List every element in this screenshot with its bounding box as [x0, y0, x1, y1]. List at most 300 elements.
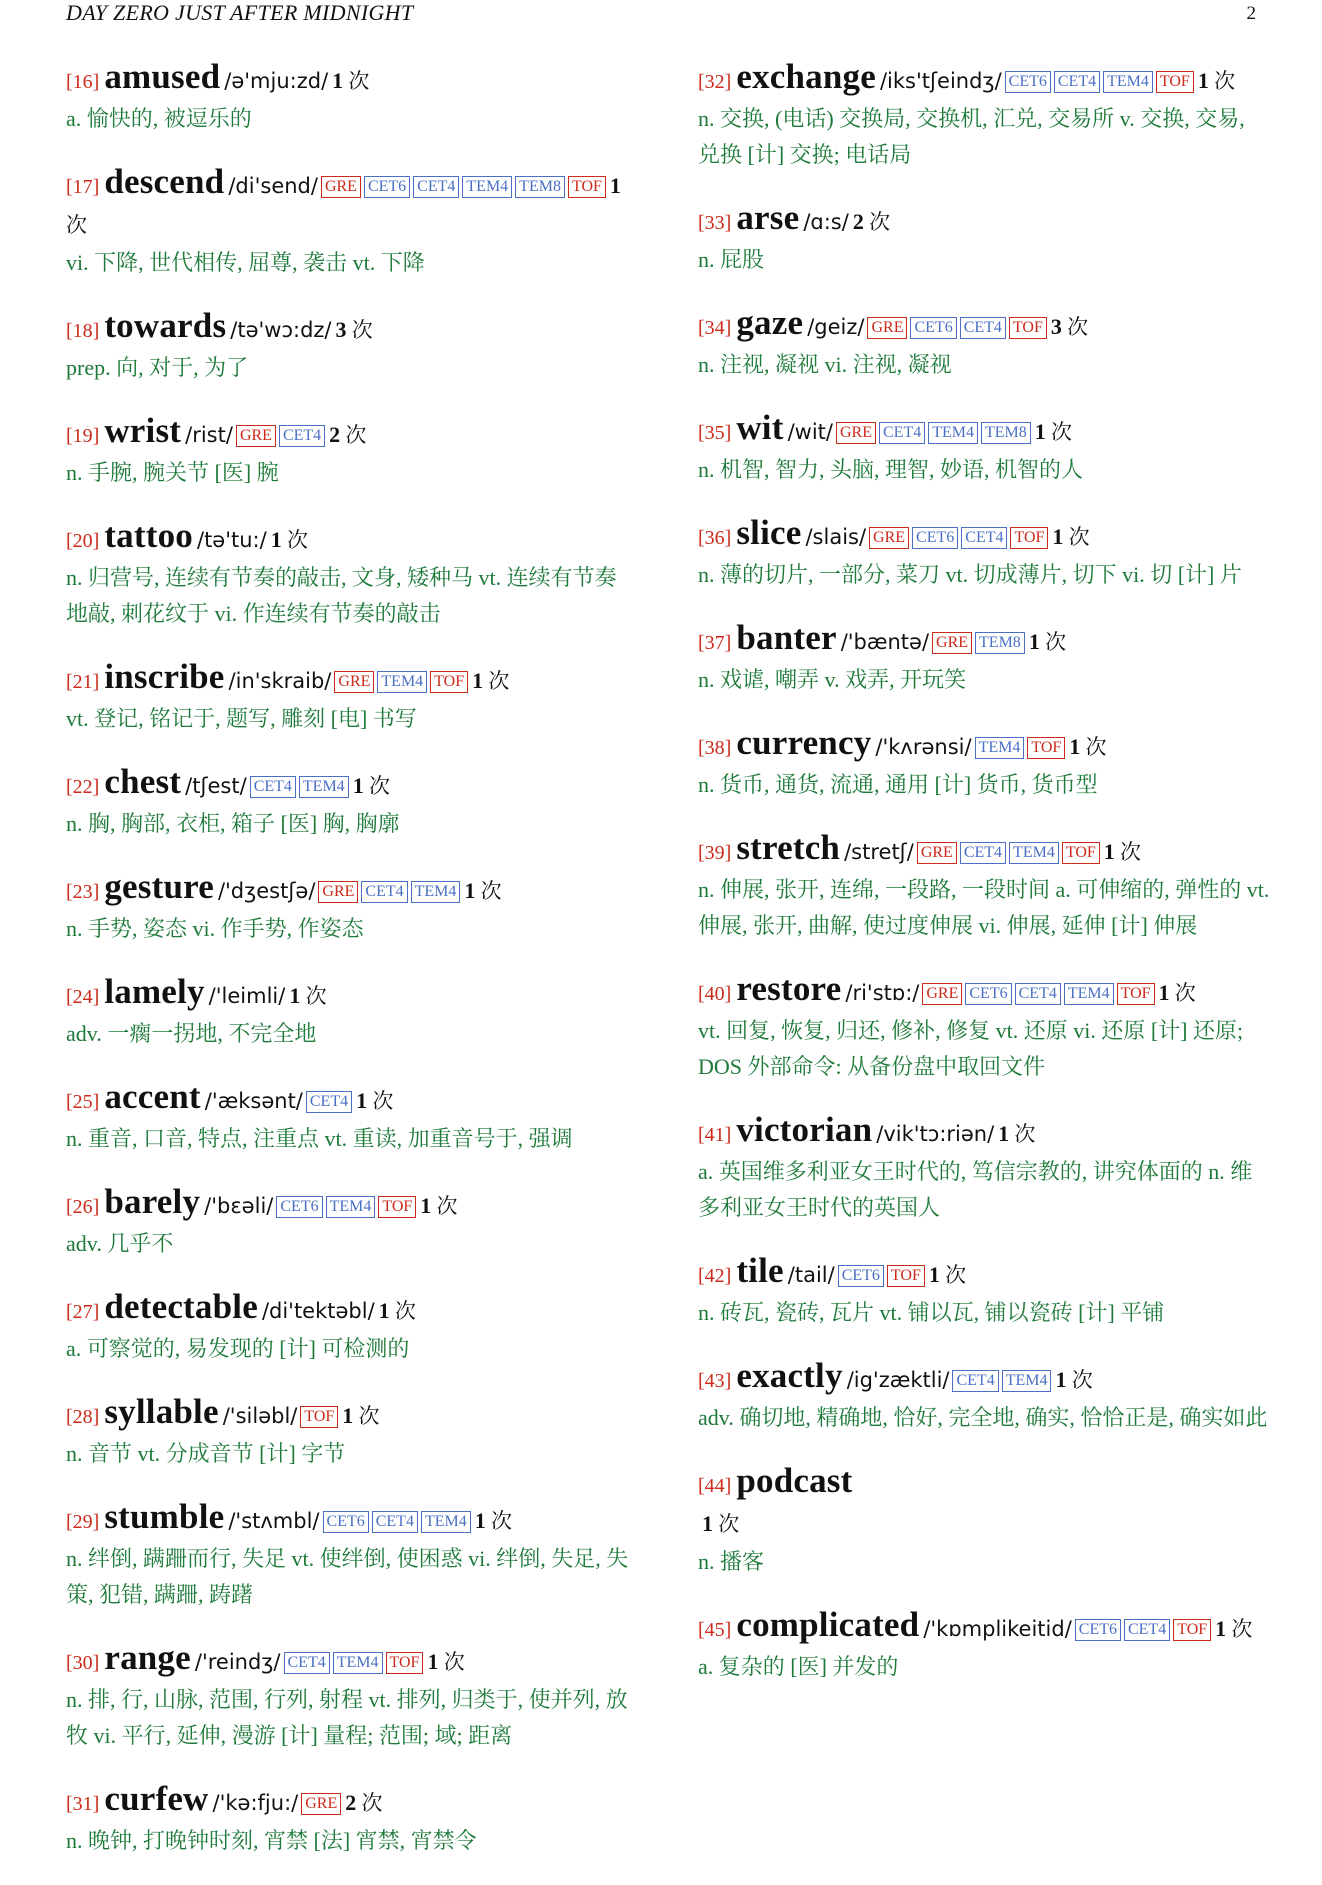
entry-head	[66, 163, 638, 245]
vocab-entry	[698, 724, 1270, 803]
count-unit: 次	[356, 1791, 383, 1815]
count-number: 3	[1050, 314, 1062, 339]
occurrence-count	[472, 668, 510, 693]
pronunciation: /geiz/	[807, 315, 865, 339]
count-number: 1	[270, 527, 282, 552]
count-number: 1	[1215, 1616, 1227, 1641]
pronunciation: /tə'tu:/	[197, 528, 267, 552]
entry-index: [38]	[698, 737, 732, 759]
vocab-entry	[698, 1111, 1270, 1226]
vocab-entry	[698, 514, 1270, 593]
count-number: 1	[472, 668, 484, 693]
definition: n. 归营号, 连续有节奏的敲击, 文身, 矮种马 vt. 连续有节奏地敲, 刺花纹于 vi. 作连续有节奏的敲击	[66, 565, 617, 626]
definition: n. 音节 vt. 分成音节 [计] 字节	[66, 1441, 346, 1466]
entry-head	[66, 658, 638, 701]
exam-tag: GRE	[236, 425, 276, 447]
count-number: 1	[1055, 1367, 1067, 1392]
entry-head	[66, 763, 638, 806]
occurrence-count	[1055, 1367, 1093, 1392]
vocab-entry	[698, 1357, 1270, 1436]
occurrence-count	[1103, 839, 1142, 864]
occurrence-count	[852, 209, 891, 234]
pronunciation: /ɑ:s/	[803, 210, 849, 234]
pronunciation: /ə'mju:zd/	[224, 69, 329, 93]
headword: barely	[104, 1182, 201, 1221]
count-unit: 次	[863, 210, 891, 234]
occurrence-count	[928, 1262, 967, 1287]
entry-index: [24]	[66, 986, 100, 1008]
entry-index: [35]	[698, 422, 732, 444]
definition: n. 砖瓦, 瓷砖, 瓦片 vt. 铺以瓦, 铺以瓷砖 [计] 平铺	[698, 1300, 1165, 1325]
vocab-entry	[698, 1462, 1270, 1580]
headword: descend	[104, 162, 225, 201]
count-number: 1	[474, 1508, 486, 1533]
exam-tag: TOF	[1010, 527, 1048, 549]
definition: n. 排, 行, 山脉, 范围, 行列, 射程 vt. 排列, 归类于, 使并列, 放牧 vi. 平行, 延伸, 漫游 [计] 量程; 范围; 域; 距离	[66, 1687, 628, 1748]
occurrence-count	[289, 983, 327, 1008]
pronunciation: /ri'stɒ:/	[845, 981, 920, 1005]
vocab-entry	[698, 829, 1270, 944]
vocab-entry	[698, 1606, 1270, 1685]
definition: adv. 一瘸一拐地, 不完全地	[66, 1021, 317, 1046]
page-number: 2	[1246, 3, 1256, 24]
entry-head	[698, 58, 1270, 101]
headword: towards	[104, 306, 227, 345]
exam-tag: TOF	[1173, 1619, 1211, 1641]
headword: stretch	[736, 828, 841, 867]
count-unit: 次	[1063, 525, 1090, 549]
pronunciation: /'kə:fju:/	[212, 1791, 299, 1815]
exam-tag: CET4	[306, 1091, 352, 1113]
definition: n. 交换, (电话) 交换局, 交换机, 汇兑, 交易所 v. 交换, 交易, 兑换 [计] 交换; 电话局	[698, 106, 1245, 167]
entry-head	[66, 307, 638, 350]
exam-tag: TEM8	[515, 176, 565, 198]
exam-tag: CET4	[952, 1370, 998, 1392]
headword: detectable	[104, 1287, 258, 1326]
vocab-entry	[66, 58, 638, 137]
vocab-entry	[698, 199, 1270, 278]
count-number: 2	[852, 209, 864, 234]
count-number: 1	[998, 1121, 1010, 1146]
definition: n. 货币, 通货, 流通, 通用 [计] 货币, 货币型	[698, 772, 1098, 797]
exam-tag: TEM4	[326, 1196, 376, 1218]
entry-head	[698, 1606, 1270, 1649]
count-unit: 次	[475, 879, 502, 903]
definition: a. 复杂的 [医] 并发的	[698, 1654, 899, 1679]
exam-tag: CET4	[279, 425, 325, 447]
exam-tag: TOF	[1062, 842, 1100, 864]
vocab-entry	[66, 763, 638, 842]
entry-index: [44]	[698, 1475, 732, 1497]
entry-head	[66, 1780, 638, 1823]
entry-index: [20]	[66, 530, 100, 552]
count-unit: 次	[300, 984, 327, 1008]
occurrence-count	[702, 1511, 740, 1536]
exam-tag: GRE	[869, 527, 909, 549]
count-number: 1	[420, 1193, 432, 1218]
entry-head	[698, 1111, 1270, 1154]
exam-tag: CET4	[1054, 71, 1100, 93]
headword: curfew	[104, 1779, 209, 1818]
entry-head	[66, 1288, 638, 1331]
count-unit: 次	[353, 1404, 380, 1428]
vocab-entry	[66, 1498, 638, 1613]
count-number: 1	[1197, 68, 1209, 93]
definition: prep. 向, 对于, 为了	[66, 355, 249, 380]
exam-tag: TOF	[1117, 983, 1155, 1005]
headword: wrist	[104, 411, 182, 450]
entry-head	[698, 970, 1270, 1013]
count-number: 2	[329, 422, 341, 447]
definition: n. 机智, 智力, 头脑, 理智, 妙语, 机智的人	[698, 457, 1084, 482]
exam-tag: GRE	[318, 881, 358, 903]
count-unit: 次	[389, 1299, 416, 1323]
vocab-entry	[698, 970, 1270, 1085]
vocab-entry	[66, 1393, 638, 1472]
pronunciation: /'bɛəli/	[204, 1194, 274, 1218]
count-number: 1	[342, 1403, 354, 1428]
pronunciation: /slais/	[805, 525, 867, 549]
exam-tag: CET4	[361, 881, 407, 903]
headword: amused	[104, 57, 221, 96]
headword: tattoo	[104, 516, 193, 555]
count-unit: 次	[713, 1512, 740, 1536]
pronunciation: /'siləbl/	[222, 1404, 298, 1428]
entry-index: [41]	[698, 1124, 732, 1146]
entry-index: [31]	[66, 1793, 100, 1815]
headword: tile	[736, 1251, 784, 1290]
occurrence-count	[270, 527, 308, 552]
entry-head	[698, 199, 1270, 242]
count-number: 1	[378, 1298, 390, 1323]
entry-head	[698, 409, 1270, 452]
entry-index: [32]	[698, 71, 732, 93]
count-unit: 次	[483, 669, 510, 693]
headword: lamely	[104, 972, 205, 1011]
exam-tag: CET4	[960, 842, 1006, 864]
count-number: 1	[1069, 734, 1081, 759]
definition: n. 薄的切片, 一部分, 菜刀 vt. 切成薄片, 切下 vi. 切 [计] 片	[698, 562, 1242, 587]
entry-index: [30]	[66, 1652, 100, 1674]
occurrence-count	[998, 1121, 1036, 1146]
pronunciation: /rist/	[185, 423, 233, 447]
entry-index: [23]	[66, 881, 100, 903]
headword: slice	[736, 513, 802, 552]
entry-head	[698, 1252, 1270, 1295]
pronunciation: /'æksənt/	[204, 1089, 303, 1113]
exam-tag: CET6	[1005, 71, 1051, 93]
occurrence-count	[1158, 980, 1196, 1005]
count-unit: 次	[367, 1089, 394, 1113]
entry-index: [34]	[698, 317, 732, 339]
occurrence-count	[332, 68, 370, 93]
pronunciation: /wit/	[787, 420, 833, 444]
pronunciation: /'kʌrənsi/	[875, 735, 972, 759]
headword: inscribe	[104, 657, 225, 696]
definition: vi. 下降, 世代相传, 屈尊, 袭击 vt. 下降	[66, 250, 425, 275]
pronunciation: /tə'wɔ:dz/	[230, 318, 332, 342]
occurrence-count	[1069, 734, 1107, 759]
definition: a. 愉快的, 被逗乐的	[66, 106, 252, 131]
pronunciation: /'bæntə/	[840, 630, 930, 654]
exam-tag: GRE	[836, 422, 876, 444]
count-number: 2	[345, 1790, 357, 1815]
vocab-entry	[66, 307, 638, 386]
exam-tag: CET6	[364, 176, 410, 198]
entry-index: [22]	[66, 776, 100, 798]
pronunciation: /tʃest/	[185, 774, 247, 798]
occurrence-count	[345, 1790, 383, 1815]
definition: n. 绊倒, 蹒跚而行, 失足 vt. 使绊倒, 使困惑 vi. 绊倒, 失足, 失策, 犯错, 蹒跚, 踌躇	[66, 1546, 629, 1607]
entry-head	[698, 724, 1270, 767]
pronunciation: /stretʃ/	[844, 840, 914, 864]
exam-tag: TEM8	[981, 422, 1031, 444]
exam-tag: TOF	[887, 1265, 925, 1287]
vocab-entry	[66, 868, 638, 947]
exam-tag: CET4	[284, 1652, 330, 1674]
count-unit: 次	[346, 318, 373, 342]
occurrence-count	[335, 317, 373, 342]
exam-tag: TEM4	[462, 176, 512, 198]
definition: a. 英国维多利亚女王时代的, 笃信宗教的, 讲究体面的 n. 维多利亚女王时代的英国人	[698, 1159, 1253, 1220]
headword: podcast	[736, 1461, 853, 1500]
entry-head	[698, 619, 1270, 662]
entry-index: [43]	[698, 1370, 732, 1392]
vocab-entry	[66, 517, 638, 632]
count-number: 1	[427, 1649, 439, 1674]
count-unit: 次	[363, 774, 390, 798]
vocab-entry	[66, 412, 638, 491]
headword: wit	[736, 408, 784, 447]
exam-tag: TEM4	[411, 881, 461, 903]
exam-tag: GRE	[301, 1793, 341, 1815]
vocab-entry	[66, 1780, 638, 1859]
occurrence-count	[1215, 1616, 1253, 1641]
exam-tag: TEM4	[975, 737, 1025, 759]
pronunciation: /'kɒmplikeitid/	[923, 1617, 1072, 1641]
book-title: DAY ZERO JUST AFTER MIDNIGHT	[66, 0, 414, 25]
occurrence-count	[329, 422, 367, 447]
entry-head	[66, 1078, 638, 1121]
headword: exactly	[736, 1356, 843, 1395]
count-number: 3	[335, 317, 347, 342]
vocab-entry	[66, 1639, 638, 1754]
headword: accent	[104, 1077, 201, 1116]
vocab-entry	[698, 409, 1270, 488]
definition: n. 晚钟, 打晚钟时刻, 宵禁 [法] 宵禁, 宵禁令	[66, 1828, 477, 1853]
vocab-entry	[66, 1078, 638, 1157]
count-number: 1	[609, 173, 621, 198]
entry-head	[698, 829, 1270, 872]
exam-tag: CET4	[879, 422, 925, 444]
count-unit: 次	[1114, 840, 1142, 864]
exam-tag: CET4	[413, 176, 459, 198]
definition: n. 戏谑, 嘲弄 v. 戏弄, 开玩笑	[698, 667, 967, 692]
occurrence-count	[356, 1088, 394, 1113]
headword: gesture	[104, 867, 214, 906]
exam-tag: TOF	[1156, 71, 1194, 93]
entry-index: [45]	[698, 1619, 732, 1641]
entry-index: [17]	[66, 176, 100, 198]
entry-head	[66, 1393, 638, 1436]
exam-tag: TEM4	[1103, 71, 1153, 93]
entry-head	[698, 1357, 1270, 1400]
count-number: 1	[928, 1262, 940, 1287]
headword: restore	[736, 969, 842, 1008]
occurrence-count	[420, 1193, 458, 1218]
definition: adv. 几乎不	[66, 1231, 174, 1256]
pronunciation: /di'send/	[228, 174, 318, 198]
headword: gaze	[736, 303, 804, 342]
count-unit: 次	[1061, 315, 1089, 339]
pronunciation: /'leimli/	[208, 984, 286, 1008]
count-number: 1	[1158, 980, 1170, 1005]
count-unit: 次	[431, 1194, 458, 1218]
vocab-entry	[698, 619, 1270, 698]
entry-index: [42]	[698, 1265, 732, 1287]
exam-tag: TOF	[1027, 737, 1065, 759]
exam-tag: TOF	[568, 176, 606, 198]
exam-tag: TEM4	[1064, 983, 1114, 1005]
count-unit: 次	[1080, 735, 1107, 759]
entry-index: [18]	[66, 320, 100, 342]
entry-index: [29]	[66, 1511, 100, 1533]
occurrence-count	[474, 1508, 512, 1533]
exam-tag: TEM4	[377, 671, 427, 693]
pronunciation: /in'skraib/	[228, 669, 332, 693]
occurrence-count	[378, 1298, 416, 1323]
exam-tag: TOF	[378, 1196, 416, 1218]
count-unit: 次	[1226, 1617, 1253, 1641]
count-number: 1	[289, 983, 301, 1008]
definition: vt. 登记, 铭记于, 题写, 雕刻 [电] 书写	[66, 706, 417, 731]
exam-tag: CET4	[960, 317, 1006, 339]
exam-tag: TOF	[386, 1652, 424, 1674]
count-unit: 次	[343, 69, 370, 93]
exam-tag: TEM4	[299, 776, 349, 798]
exam-tag: GRE	[922, 983, 962, 1005]
occurrence-count	[1034, 419, 1073, 444]
entry-head	[66, 58, 638, 101]
definition: n. 注视, 凝视 vi. 注视, 凝视	[698, 352, 952, 377]
exam-tag: CET6	[323, 1511, 369, 1533]
vocab-entry	[698, 58, 1270, 173]
count-number: 1	[356, 1088, 368, 1113]
pronunciation: /tail/	[787, 1263, 835, 1287]
vocab-entry	[66, 658, 638, 737]
entry-head	[66, 973, 638, 1016]
entry-head	[66, 1639, 638, 1682]
count-number: 1	[332, 68, 344, 93]
entry-index: [33]	[698, 212, 732, 234]
occurrence-count	[1050, 314, 1089, 339]
headword: chest	[104, 762, 182, 801]
exam-tag: CET6	[910, 317, 956, 339]
count-number: 1	[352, 773, 364, 798]
exam-tag: GRE	[932, 632, 972, 654]
entry-index: [39]	[698, 842, 732, 864]
entry-index: [26]	[66, 1196, 100, 1218]
headword: exchange	[736, 57, 876, 96]
definition: n. 伸展, 张开, 连绵, 一段路, 一段时间 a. 可伸缩的, 弹性的 vt. 伸展, 张开, 曲解, 使过度伸展 vi. 伸展, 延伸 [计] 伸展	[698, 877, 1270, 938]
count-unit: 次	[340, 423, 367, 447]
headword: banter	[736, 618, 837, 657]
count-unit: 次	[1169, 981, 1196, 1005]
entry-index: [21]	[66, 671, 100, 693]
definition: vt. 回复, 恢复, 归还, 修补, 修复 vt. 还原 vi. 还原 [计] 还原; DOS 外部命令: 从备份盘中取回文件	[698, 1018, 1244, 1079]
pronunciation: /iks'tʃeindʒ/	[879, 69, 1002, 93]
headword: currency	[736, 723, 872, 762]
entry-head	[66, 1498, 638, 1541]
occurrence-count	[464, 878, 502, 903]
pronunciation: /'dʒestʃə/	[217, 879, 316, 903]
exam-tag: CET4	[961, 527, 1007, 549]
count-unit: 次	[1039, 630, 1067, 654]
count-unit: 次	[438, 1650, 465, 1674]
count-number: 1	[702, 1511, 713, 1536]
exam-tag: CET6	[838, 1265, 884, 1287]
page-header	[66, 0, 1256, 28]
count-number: 1	[1034, 419, 1046, 444]
headword: complicated	[736, 1605, 920, 1644]
vocab-entry	[698, 1252, 1270, 1331]
exam-tag: GRE	[321, 176, 361, 198]
count-unit: 次	[1009, 1122, 1036, 1146]
right-column	[698, 58, 1270, 1711]
entry-head	[66, 868, 638, 911]
exam-tag: TEM4	[1002, 1370, 1052, 1392]
exam-tag: TEM4	[421, 1511, 471, 1533]
vocab-entry	[698, 304, 1270, 383]
count-number: 1	[464, 878, 476, 903]
occurrence-count	[342, 1403, 380, 1428]
left-column	[66, 58, 638, 1885]
definition: a. 可察觉的, 易发现的 [计] 可检测的	[66, 1336, 410, 1361]
entry-index: [28]	[66, 1406, 100, 1428]
pronunciation: /vik'tɔ:riən/	[876, 1122, 995, 1146]
entry-head	[698, 514, 1270, 557]
entry-head	[698, 1462, 1270, 1544]
count-unit: 次	[485, 1509, 512, 1533]
exam-tag: CET6	[1075, 1619, 1121, 1641]
vocab-entry	[66, 1288, 638, 1367]
definition: n. 手腕, 腕关节 [医] 腕	[66, 460, 279, 485]
definition: n. 播客	[698, 1549, 765, 1574]
exam-tag: CET6	[965, 983, 1011, 1005]
exam-tag: CET4	[1124, 1619, 1170, 1641]
count-unit: 次	[939, 1263, 967, 1287]
entry-index: [16]	[66, 71, 100, 93]
definition: adv. 确切地, 精确地, 恰好, 完全地, 确实, 恰恰正是, 确实如此	[698, 1405, 1268, 1430]
occurrence-count	[1197, 68, 1236, 93]
count-unit: 次	[1045, 420, 1073, 444]
exam-tag: GRE	[867, 317, 907, 339]
entry-index: [36]	[698, 527, 732, 549]
exam-tag: TEM8	[975, 632, 1025, 654]
exam-tag: CET4	[372, 1511, 418, 1533]
exam-tag: TEM4	[928, 422, 978, 444]
entry-head	[66, 517, 638, 560]
exam-tag: TOF	[1009, 317, 1047, 339]
exam-tag: CET4	[250, 776, 296, 798]
occurrence-count	[352, 773, 390, 798]
vocab-entry	[66, 973, 638, 1052]
definition: n. 重音, 口音, 特点, 注重点 vt. 重读, 加重音号于, 强调	[66, 1126, 573, 1151]
headword: stumble	[104, 1497, 225, 1536]
exam-tag: TEM4	[333, 1652, 383, 1674]
vocab-entry	[66, 163, 638, 281]
exam-tag: TOF	[430, 671, 468, 693]
